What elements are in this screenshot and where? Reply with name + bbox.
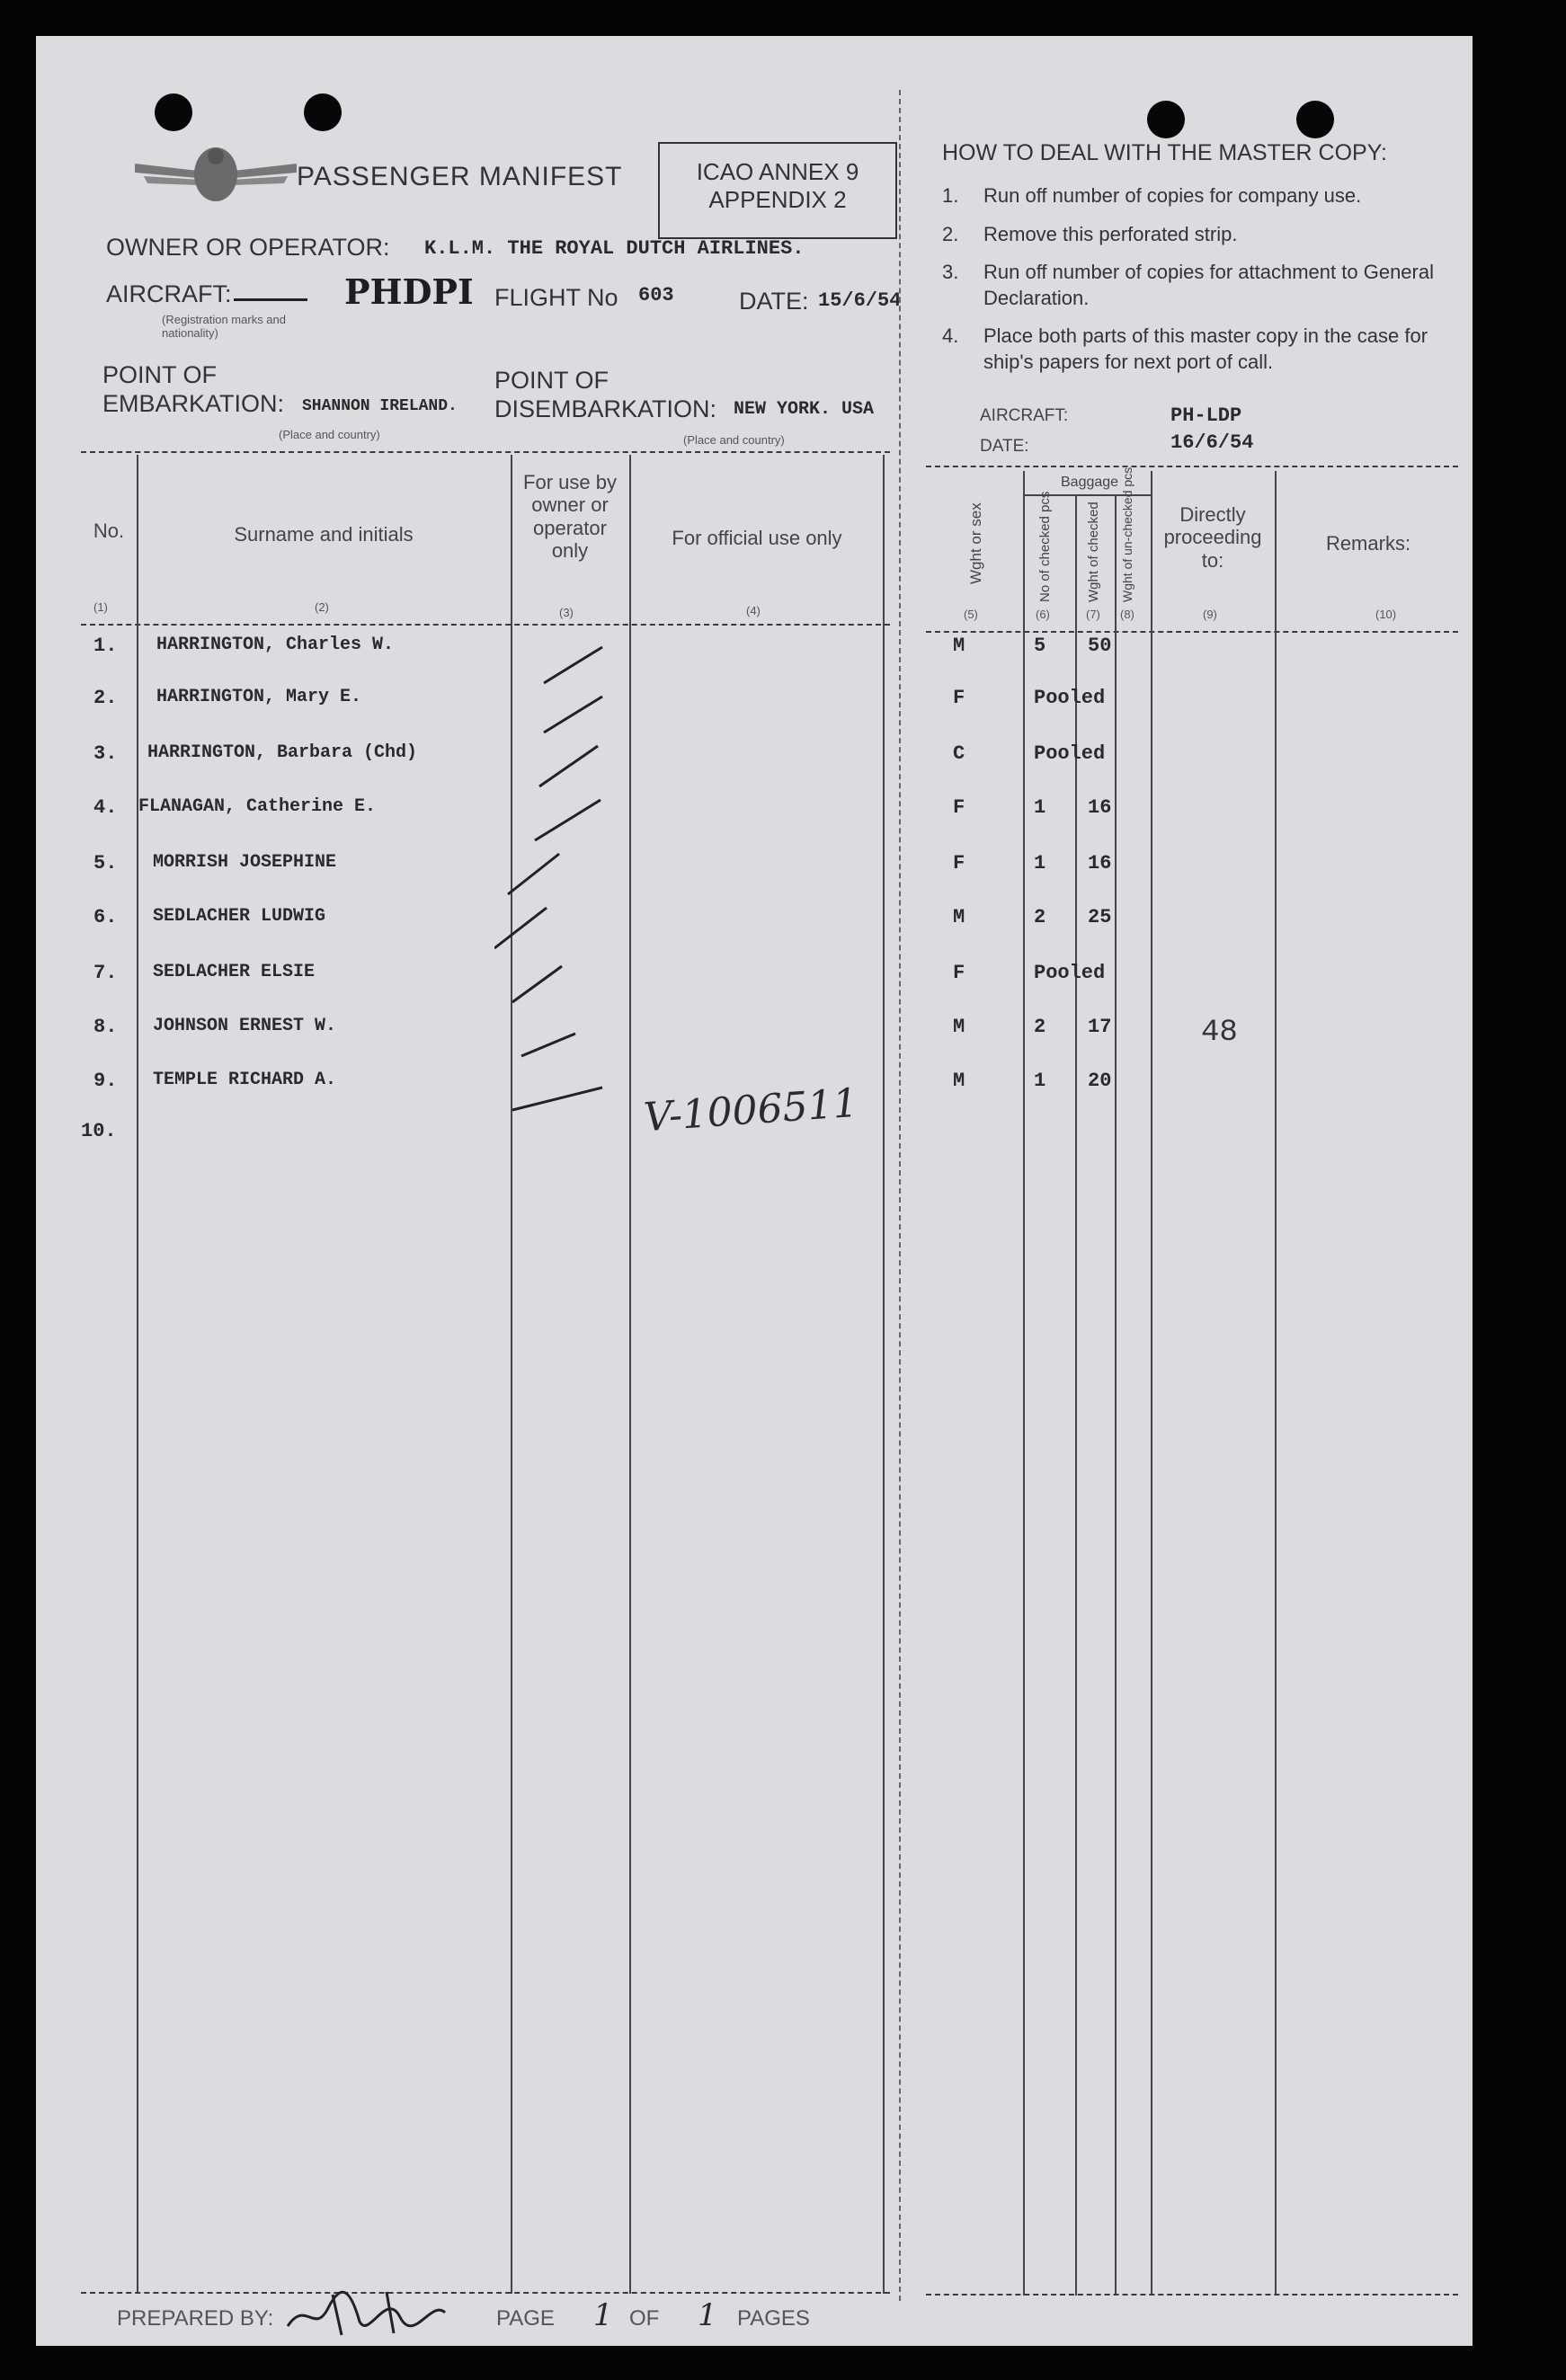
- flight-value: 603: [638, 284, 674, 306]
- row-name: MORRISH JOSEPHINE: [153, 852, 337, 873]
- row-pcs: 2: [1034, 906, 1046, 928]
- row-sex: F: [953, 796, 965, 819]
- embark-label2: EMBARKATION:: [102, 390, 285, 417]
- row-no: 10.: [81, 1120, 117, 1142]
- strip-bottom-rule: [926, 2294, 1458, 2296]
- row-no: 3.: [93, 742, 118, 765]
- page-value: 1: [593, 2297, 613, 2333]
- table-top-rule: [81, 451, 890, 453]
- col-num-8: (8): [1120, 608, 1134, 621]
- instruction-item: 2. Remove this perforated strip.: [942, 222, 1238, 245]
- of-label: OF: [629, 2306, 660, 2331]
- header-bottom-rule: [81, 624, 890, 626]
- col-baggage: Baggage: [1061, 475, 1119, 490]
- row-pcs: Pooled: [1034, 742, 1106, 765]
- col-num-3: (3): [559, 606, 574, 619]
- disembark-label1: POINT OF: [494, 367, 609, 394]
- row-sex: M: [953, 906, 965, 928]
- col-num-10: (10): [1375, 608, 1397, 621]
- row-pcs: 5: [1034, 635, 1046, 657]
- row-name: SEDLACHER LUDWIG: [153, 906, 326, 927]
- row-sex: C: [953, 742, 965, 765]
- instructions-list: [942, 183, 1464, 376]
- strip-col-divider: [1151, 471, 1152, 2296]
- strip-top-rule: [926, 466, 1458, 467]
- aircraft-value: PHDPI: [344, 271, 474, 312]
- col-num-5: (5): [964, 608, 978, 621]
- strip-date-label: DATE:: [980, 437, 1029, 456]
- row-pcs: 2: [1034, 1016, 1046, 1038]
- pages-value: 1: [698, 2297, 717, 2333]
- col-wght-unchecked: Wght of un-checked pcs: [1120, 466, 1134, 602]
- owner-value: K.L.M. THE ROYAL DUTCH AIRLINES.: [424, 237, 805, 260]
- signature-icon: [279, 2281, 458, 2344]
- col-divider: [883, 455, 885, 2294]
- aircraft-note: (Registration marks and nationality): [162, 313, 286, 340]
- row-no: 1.: [93, 635, 118, 657]
- row-name: TEMPLE RICHARD A.: [153, 1070, 337, 1090]
- icao-annex-box: [658, 142, 897, 239]
- col-num-2: (2): [315, 600, 329, 614]
- col-divider: [137, 455, 138, 2294]
- instruction-item: 1. Run off number of copies for company use.: [942, 184, 1362, 207]
- row-sex: F: [953, 962, 965, 984]
- annex-line1: ICAO ANNEX 9: [696, 158, 859, 185]
- instruction-item: 3. Run off number of copies for attachment to General Declaration.: [942, 261, 1434, 309]
- row-wght: 20: [1088, 1070, 1112, 1092]
- strip-date-value: 16/6/54: [1170, 431, 1254, 454]
- row-sex: M: [953, 1070, 965, 1092]
- disembark-label2: DISEMBARKATION:: [494, 395, 717, 422]
- strip-aircraft-value: PH-LDP: [1170, 404, 1242, 427]
- row-name: HARRINGTON, Mary E.: [156, 687, 362, 707]
- col-owner-use: For use by owner or operator only: [523, 471, 617, 562]
- row-no: 6.: [93, 906, 118, 928]
- row-sex: M: [953, 1016, 965, 1038]
- row-pcs: 1: [1034, 852, 1046, 875]
- col-checked-pcs: No of checked pcs: [1037, 491, 1053, 602]
- col-num-9: (9): [1203, 608, 1217, 621]
- col-num-6: (6): [1036, 608, 1050, 621]
- row-no: 8.: [93, 1016, 118, 1038]
- strip-col-divider: [1115, 494, 1117, 2296]
- col-name: Surname and initials: [234, 523, 414, 546]
- col-num-4: (4): [746, 604, 761, 617]
- instructions-title: HOW TO DEAL WITH THE MASTER COPY:: [942, 140, 1387, 165]
- date-value: 15/6/54: [818, 289, 902, 312]
- disembark-value: NEW YORK. USA: [734, 399, 875, 420]
- punch-hole: [1147, 101, 1185, 138]
- row-wght: 50: [1088, 635, 1112, 657]
- embark-label1: POINT OF: [102, 361, 218, 388]
- punch-hole: [1296, 101, 1334, 138]
- row-name: FLANAGAN, Catherine E.: [138, 796, 377, 817]
- aircraft-label: AIRCRAFT:: [106, 280, 232, 307]
- prepared-label: PREPARED BY:: [117, 2306, 274, 2331]
- punch-hole: [155, 93, 192, 131]
- page-label: PAGE: [496, 2306, 555, 2331]
- page-title: PASSENGER MANIFEST: [297, 162, 623, 191]
- row-sex: F: [953, 687, 965, 709]
- manifest-sheet: [36, 36, 1473, 2346]
- official-handwritten-note: V-1006511: [642, 1079, 860, 1141]
- col-no: No.: [93, 520, 125, 542]
- row-no: 9.: [93, 1070, 118, 1092]
- check-marks-icon: [494, 629, 656, 1132]
- disembark-place-note: (Place and country): [683, 433, 785, 447]
- row-sex: M: [953, 635, 965, 657]
- flight-label: FLIGHT No: [494, 284, 618, 311]
- embark-value: SHANNON IRELAND.: [302, 397, 458, 415]
- row-no: 4.: [93, 796, 118, 819]
- row-wght: 16: [1088, 852, 1112, 875]
- row-name: SEDLACHER ELSIE: [153, 962, 316, 982]
- strikeout-mark: [234, 280, 307, 301]
- row-wght: 16: [1088, 796, 1112, 819]
- row-wght: 17: [1088, 1016, 1112, 1038]
- row-wght: 25: [1088, 906, 1112, 928]
- col-num-7: (7): [1086, 608, 1100, 621]
- date-label: DATE:: [739, 288, 809, 315]
- col-remarks: Remarks:: [1325, 532, 1411, 555]
- strip-header-bottom-rule: [926, 631, 1458, 633]
- strip-col-divider: [1023, 471, 1025, 2296]
- strip-col-divider: [1275, 471, 1277, 2296]
- embark-place-note: (Place and country): [279, 428, 380, 441]
- table-bottom-rule: [81, 2292, 890, 2294]
- row-name: JOHNSON ERNEST W.: [153, 1016, 337, 1036]
- col-proceeding: Directly proceeding to:: [1163, 503, 1262, 572]
- row-sex: F: [953, 852, 965, 875]
- perforation-line: [899, 90, 901, 2301]
- klm-wings-logo-icon: [126, 137, 306, 209]
- row-name: HARRINGTON, Barbara (Chd): [147, 742, 418, 763]
- owner-label: OWNER OR OPERATOR:: [106, 234, 390, 261]
- col-wght-checked: Wght of checked: [1086, 502, 1101, 602]
- col-sex: Wght or sex: [967, 502, 984, 584]
- col-official: For official use only: [672, 527, 842, 549]
- col-num-1: (1): [93, 600, 108, 614]
- row-pcs: 1: [1034, 1070, 1046, 1092]
- row-pcs: Pooled: [1034, 687, 1106, 709]
- punch-hole: [304, 93, 342, 131]
- pages-label: PAGES: [737, 2306, 810, 2331]
- row-no: 5.: [93, 852, 118, 875]
- row-no: 2.: [93, 687, 118, 709]
- proceeding-note: 48: [1201, 1016, 1238, 1050]
- row-no: 7.: [93, 962, 118, 984]
- row-pcs: Pooled: [1034, 962, 1106, 984]
- instruction-item: 4. Place both parts of this master copy in the case for ship's papers for next port of call.: [942, 324, 1428, 373]
- row-pcs: 1: [1034, 796, 1046, 819]
- annex-line2: APPENDIX 2: [708, 186, 847, 213]
- row-name: HARRINGTON, Charles W.: [156, 635, 395, 655]
- strip-aircraft-label: AIRCRAFT:: [980, 406, 1069, 425]
